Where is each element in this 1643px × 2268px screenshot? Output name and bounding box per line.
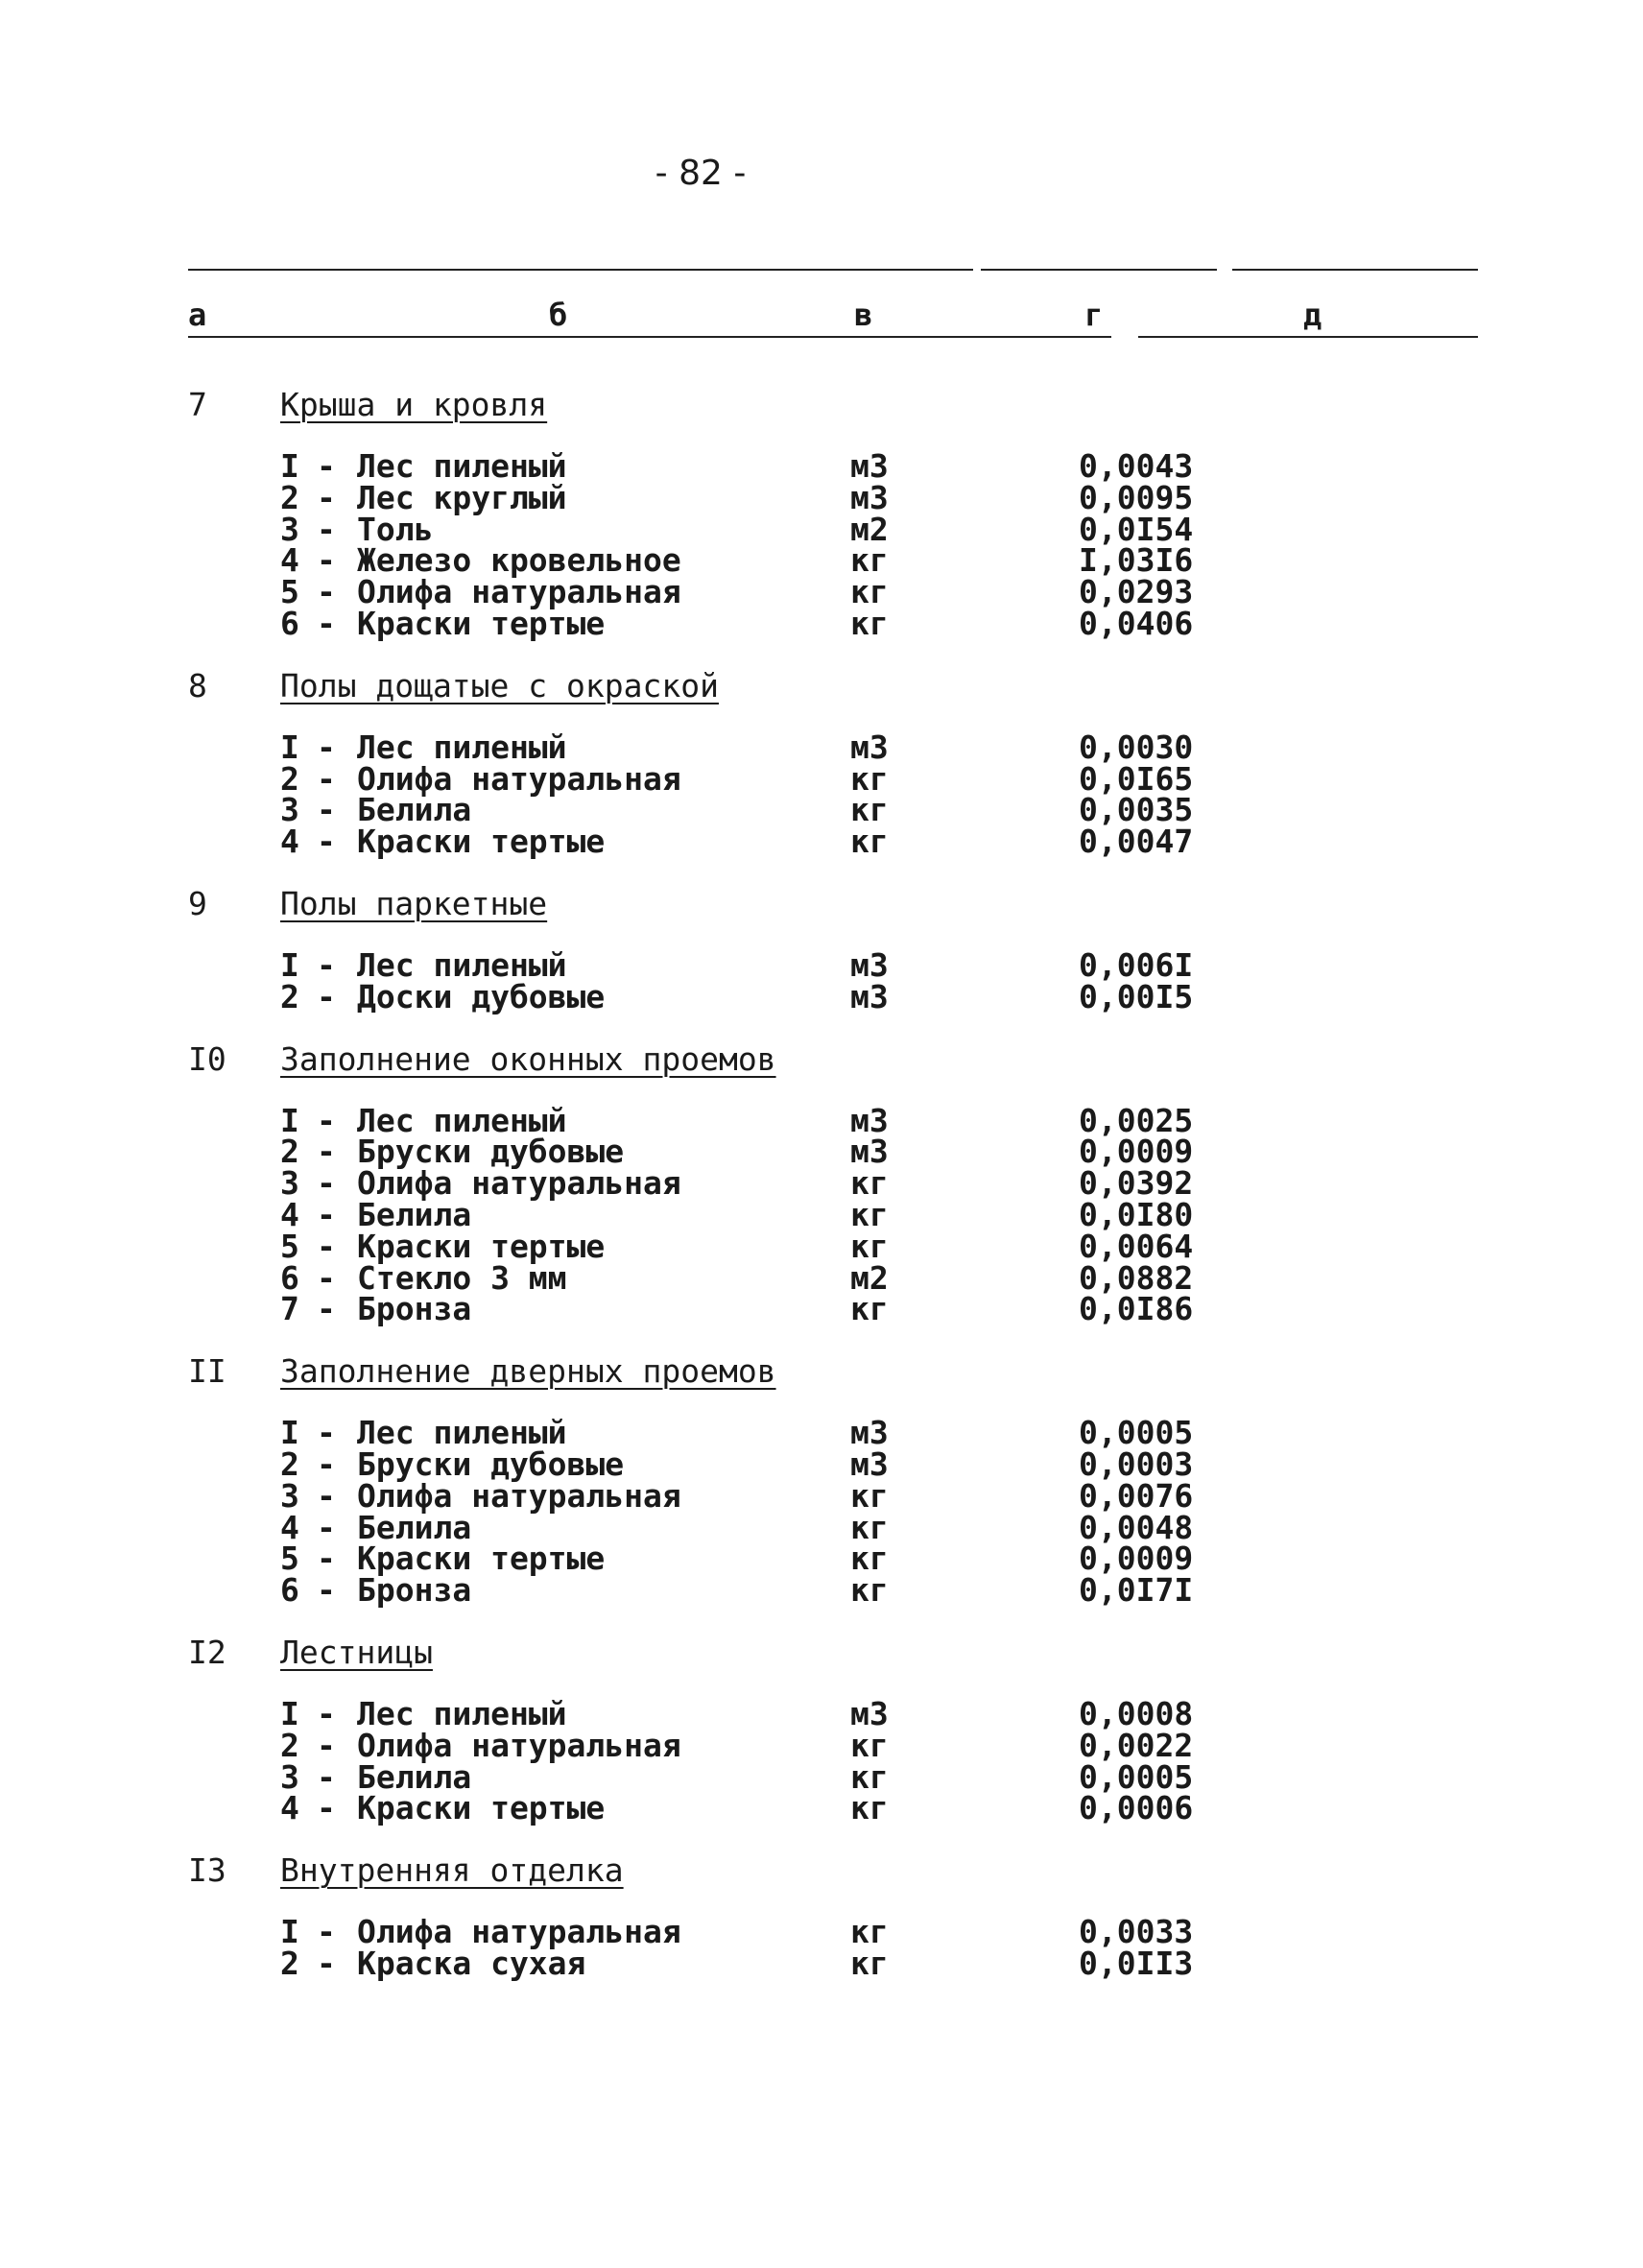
dash: - [317, 1694, 336, 1732]
quantity: 0,0406 [1079, 604, 1194, 642]
table-row [0, 510, 1643, 548]
material-name: Белила [357, 1195, 472, 1233]
item-number: 4 [280, 1508, 299, 1546]
table-row [0, 1101, 1643, 1139]
column-header-g: г [1084, 297, 1104, 333]
dash: - [317, 1476, 336, 1515]
item-number: 2 [280, 759, 299, 798]
quantity: 0,0003 [1079, 1444, 1194, 1483]
item-number: 2 [280, 977, 299, 1015]
item-number: 3 [280, 1476, 299, 1515]
item-number: I [280, 447, 299, 485]
dash: - [317, 1571, 336, 1610]
unit: м3 [850, 945, 889, 984]
column-header-b: б [549, 297, 568, 333]
material-name: Олифа натуральная [357, 1476, 681, 1515]
quantity: 0,0009 [1079, 1133, 1194, 1171]
header-rule-left [188, 336, 1111, 338]
quantity: 0,0005 [1079, 1757, 1194, 1796]
section-number: I3 [188, 1851, 226, 1890]
quantity: 0,0076 [1079, 1476, 1194, 1515]
item-number: I [280, 1913, 299, 1951]
unit: кг [850, 1227, 889, 1265]
section-header [0, 1850, 1643, 1892]
material-name: Краски тертые [357, 1789, 606, 1827]
dash: - [317, 1133, 336, 1171]
item-number: 4 [280, 541, 299, 580]
column-header-d: д [1303, 297, 1322, 333]
item-number: 3 [280, 791, 299, 829]
material-name: Лес пиленый [357, 728, 567, 766]
unit: кг [850, 1195, 889, 1233]
quantity: 0,0008 [1079, 1694, 1194, 1732]
table-row [0, 1571, 1643, 1610]
quantity: 0,0095 [1079, 478, 1194, 516]
dash: - [317, 1290, 336, 1328]
material-name: Олифа натуральная [357, 573, 681, 611]
material-name: Бруски дубовые [357, 1133, 625, 1171]
quantity: 0,0005 [1079, 1414, 1194, 1452]
table-row [0, 1444, 1643, 1483]
dash: - [317, 1944, 336, 1982]
unit: кг [850, 1913, 889, 1951]
section-title: Крыша и кровля [280, 386, 548, 423]
section-title: Заполнение оконных проемов [280, 1039, 776, 1078]
header-rule-right [1138, 336, 1478, 338]
material-name: Олифа натуральная [357, 1164, 681, 1203]
dash: - [317, 1195, 336, 1233]
table-row [0, 1694, 1643, 1732]
table-row [0, 1164, 1643, 1203]
section-title: Заполнение дверных проемов [280, 1352, 776, 1391]
unit: кг [850, 759, 889, 798]
item-number: I [280, 1101, 299, 1139]
item-number: 3 [280, 1757, 299, 1796]
dash: - [317, 1227, 336, 1265]
top-rule-right [1232, 269, 1478, 271]
section-number: I2 [188, 1633, 226, 1671]
quantity: 0,0392 [1079, 1164, 1194, 1203]
dash: - [317, 728, 336, 766]
dash: - [317, 1164, 336, 1203]
item-number: 2 [280, 478, 299, 516]
section-header [0, 1350, 1643, 1393]
section-title: Полы паркетные [280, 884, 548, 922]
dash: - [317, 1757, 336, 1796]
section-number: 7 [188, 386, 207, 423]
section-header [0, 1632, 1643, 1674]
material-name: Олифа натуральная [357, 1726, 681, 1764]
table-row [0, 945, 1643, 984]
item-number: 2 [280, 1133, 299, 1171]
dash: - [317, 1101, 336, 1139]
material-name: Белила [357, 1508, 472, 1546]
material-name: Бруски дубовые [357, 1444, 625, 1483]
column-header-v: в [854, 297, 873, 333]
unit: кг [850, 1290, 889, 1328]
unit: м3 [850, 1133, 889, 1171]
table-row [0, 1508, 1643, 1546]
top-rule-left [188, 269, 973, 271]
quantity: 0,0I54 [1079, 510, 1194, 548]
item-number: 6 [280, 1571, 299, 1610]
section [0, 665, 1643, 861]
quantity: 0,0293 [1079, 573, 1194, 611]
table-row [0, 728, 1643, 766]
dash: - [317, 1258, 336, 1297]
quantity: 0,0025 [1079, 1101, 1194, 1139]
item-number: 7 [280, 1290, 299, 1328]
table-row [0, 1944, 1643, 1982]
item-number: 5 [280, 573, 299, 611]
item-number: 4 [280, 1195, 299, 1233]
top-rule-middle [981, 269, 1217, 271]
unit: кг [850, 541, 889, 580]
dash: - [317, 1508, 336, 1546]
dash: - [317, 478, 336, 516]
table-row [0, 759, 1643, 798]
dash: - [317, 541, 336, 580]
material-name: Лес пиленый [357, 1694, 567, 1732]
quantity: 0,0047 [1079, 823, 1194, 861]
unit: кг [850, 1726, 889, 1764]
table-row [0, 1726, 1643, 1764]
section-number: 8 [188, 666, 207, 704]
dash: - [317, 977, 336, 1015]
item-number: 2 [280, 1726, 299, 1764]
material-name: Лес пиленый [357, 447, 567, 485]
section-title: Внутренняя отделка [280, 1851, 624, 1890]
material-name: Олифа натуральная [357, 1913, 681, 1951]
material-name: Белила [357, 791, 472, 829]
unit: кг [850, 1757, 889, 1796]
table-row [0, 1913, 1643, 1951]
quantity: 0,00I5 [1079, 977, 1194, 1015]
unit: м3 [850, 977, 889, 1015]
quantity: 0,0882 [1079, 1258, 1194, 1297]
sections [0, 384, 1643, 2005]
material-name: Доски дубовые [357, 977, 606, 1015]
material-name: Краски тертые [357, 823, 606, 861]
quantity: 0,0I86 [1079, 1290, 1194, 1328]
section [0, 1850, 1643, 1980]
dash: - [317, 1414, 336, 1452]
column-header-a: а [188, 297, 207, 333]
item-number: 2 [280, 1444, 299, 1483]
dash: - [317, 945, 336, 984]
quantity: I,03I6 [1079, 541, 1194, 580]
item-number: 3 [280, 1164, 299, 1203]
material-name: Стекло 3 мм [357, 1258, 567, 1297]
unit: м3 [850, 1414, 889, 1452]
unit: м2 [850, 510, 889, 548]
section-header [0, 1039, 1643, 1081]
quantity: 0,0I80 [1079, 1195, 1194, 1233]
unit: кг [850, 1476, 889, 1515]
item-number: 6 [280, 604, 299, 642]
material-name: Железо кровельное [357, 541, 681, 580]
material-name: Краски тертые [357, 1540, 606, 1578]
table-row [0, 1476, 1643, 1515]
unit: м3 [850, 478, 889, 516]
item-number: 4 [280, 1789, 299, 1827]
quantity: 0,0I65 [1079, 759, 1194, 798]
unit: кг [850, 604, 889, 642]
dash: - [317, 510, 336, 548]
material-name: Лес пиленый [357, 1414, 567, 1452]
item-number: I [280, 728, 299, 766]
section [0, 384, 1643, 640]
item-number: I [280, 945, 299, 984]
dash: - [317, 791, 336, 829]
unit: м3 [850, 1101, 889, 1139]
dash: - [317, 823, 336, 861]
dash: - [317, 447, 336, 485]
table-row [0, 1227, 1643, 1265]
section-header [0, 883, 1643, 925]
item-number: 5 [280, 1540, 299, 1578]
quantity: 0,0035 [1079, 791, 1194, 829]
table-row [0, 1757, 1643, 1796]
unit: кг [850, 823, 889, 861]
dash: - [317, 1726, 336, 1764]
unit: м3 [850, 728, 889, 766]
material-name: Краски тертые [357, 1227, 606, 1265]
section [0, 883, 1643, 1014]
dash: - [317, 573, 336, 611]
unit: м3 [850, 1444, 889, 1483]
quantity: 0,0I7I [1079, 1571, 1194, 1610]
item-number: I [280, 1694, 299, 1732]
material-name: Лес пиленый [357, 945, 567, 984]
section [0, 1632, 1643, 1825]
table-row [0, 1258, 1643, 1297]
item-number: 5 [280, 1227, 299, 1265]
table-row [0, 1290, 1643, 1328]
item-number: 2 [280, 1944, 299, 1982]
dash: - [317, 1540, 336, 1578]
quantity: 0,0064 [1079, 1227, 1194, 1265]
table-row [0, 1540, 1643, 1578]
item-number: 3 [280, 510, 299, 548]
table-row [0, 1195, 1643, 1233]
material-name: Краски тертые [357, 604, 606, 642]
unit: кг [850, 1164, 889, 1203]
unit: кг [850, 1540, 889, 1578]
unit: кг [850, 573, 889, 611]
unit: м3 [850, 1694, 889, 1732]
section-title: Полы дощатые с окраской [280, 666, 719, 704]
unit: кг [850, 1789, 889, 1827]
quantity: 0,006I [1079, 945, 1194, 984]
table-row [0, 541, 1643, 580]
quantity: 0,0043 [1079, 447, 1194, 485]
unit: м3 [850, 447, 889, 485]
section-number: I0 [188, 1039, 226, 1078]
unit: м2 [850, 1258, 889, 1297]
material-name: Толь [357, 510, 434, 548]
table-row [0, 1133, 1643, 1171]
quantity: 0,0006 [1079, 1789, 1194, 1827]
section-number: 9 [188, 884, 207, 922]
item-number: I [280, 1414, 299, 1452]
table-row [0, 573, 1643, 611]
material-name: Бронза [357, 1290, 472, 1328]
quantity: 0,0022 [1079, 1726, 1194, 1764]
item-number: 6 [280, 1258, 299, 1297]
section [0, 1039, 1643, 1326]
quantity: 0,0II3 [1079, 1944, 1194, 1982]
table-row [0, 977, 1643, 1015]
table-row [0, 478, 1643, 516]
item-number: 4 [280, 823, 299, 861]
quantity: 0,0033 [1079, 1913, 1194, 1951]
quantity: 0,0009 [1079, 1540, 1194, 1578]
material-name: Бронза [357, 1571, 472, 1610]
unit: кг [850, 1944, 889, 1982]
section-number: II [188, 1352, 226, 1391]
table-row [0, 823, 1643, 861]
table-row [0, 447, 1643, 485]
material-name: Олифа натуральная [357, 759, 681, 798]
dash: - [317, 1444, 336, 1483]
material-name: Лес круглый [357, 478, 567, 516]
unit: кг [850, 1508, 889, 1546]
table-row [0, 1789, 1643, 1827]
table-row [0, 1414, 1643, 1452]
quantity: 0,0048 [1079, 1508, 1194, 1546]
dash: - [317, 1913, 336, 1951]
quantity: 0,0030 [1079, 728, 1194, 766]
section-header [0, 384, 1643, 426]
dash: - [317, 604, 336, 642]
section-title: Лестницы [280, 1633, 433, 1671]
dash: - [317, 1789, 336, 1827]
unit: кг [850, 791, 889, 829]
table-row [0, 791, 1643, 829]
section [0, 1350, 1643, 1610]
unit: кг [850, 1571, 889, 1610]
material-name: Белила [357, 1757, 472, 1796]
dash: - [317, 759, 336, 798]
table-row [0, 604, 1643, 642]
section-header [0, 665, 1643, 707]
page-number: - 82 - [655, 154, 747, 193]
material-name: Лес пиленый [357, 1101, 567, 1139]
material-name: Краска сухая [357, 1944, 586, 1982]
